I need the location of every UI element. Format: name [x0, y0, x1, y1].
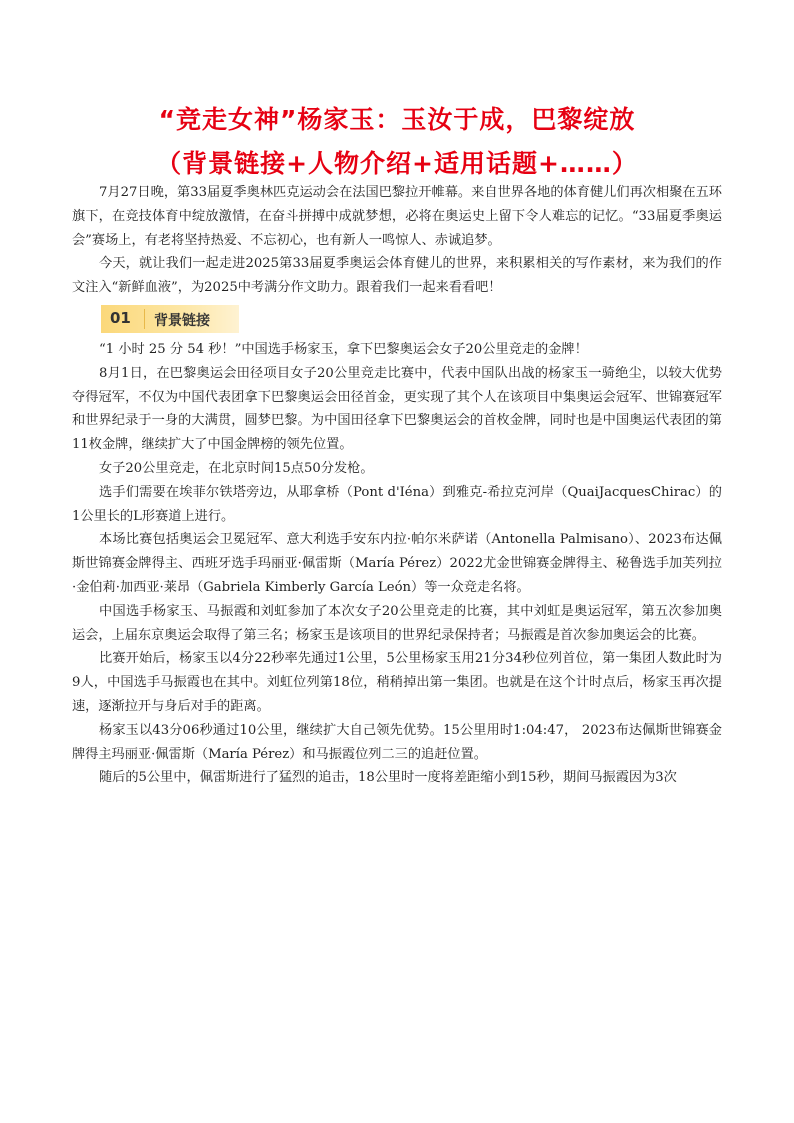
article-body [72, 181, 722, 790]
body-paragraph: 选手们需要在埃菲尔铁塔旁边，从耶拿桥（Pont d'Iéna）到雅克-希拉克河岸（QuaiJacquesChirac）的1公里长的L形赛道上进行。 [72, 484, 722, 524]
article-subtitle: （背景链接+人物介绍+适用话题+……） [156, 149, 638, 178]
body-paragraph: 8月1日，在巴黎奥运会田径项目女子20公里竞走比赛中，代表中国队出战的杨家玉一骑绝尘，以较大优势夺得冠军，不仅为中国代表团拿下巴黎奥运会田径首金，更实现了其个人在该项目中集奥运会冠军、世锦赛冠军和世界纪录于一身的大满贯，圆梦巴黎。为中国田径拿下巴黎奥运会的首枚金牌，同时也是中国奥运代表团的第11枚金牌，继续扩大了中国金牌榜的领先位置。 [72, 365, 722, 453]
intro-paragraph: 7月27日晚，第33届夏季奥林匹克运动会在法国巴黎拉开帷幕。来自世界各地的体育健儿们再次相聚在五环旗下，在竞技体育中绽放激情，在奋斗拼搏中成就梦想，必将在奥运史上留下令人难忘的记忆。“33届夏季奥运会”赛场上，有老将坚持热爱、不忘初心，也有新人一鸣惊人、赤诚追梦。 [72, 185, 722, 248]
body-paragraph: 女子20公里竞走，在北京时间15点50分发枪。 [99, 460, 374, 476]
body-paragraph: 随后的5公里中，佩雷斯进行了猛烈的追击，18公里时一度将差距缩小到15秒，期间马振霞因为3次 [99, 770, 677, 786]
section-header [101, 305, 239, 333]
body-paragraph: 中国选手杨家玉、马振霞和刘虹参加了本次女子20公里竞走的比赛，其中刘虹是奥运冠军，第五次参加奥运会，上届东京奥运会取得了第三名；杨家玉是该项目的世界纪录保持者；马振霞是首次参加奥运会的比赛。 [72, 603, 722, 643]
section-label: 背景链接 [154, 312, 210, 329]
section-divider [144, 309, 145, 329]
section-number: 01 [110, 308, 131, 327]
intro-paragraph: 今天，就让我们一起走进2025第33届夏季奥运会体育健儿的世界，来积累相关的写作素材，来为我们的作文注入“新鲜血液”，为2025中考满分作文助力。跟着我们一起来看看吧！ [72, 256, 722, 296]
body-paragraph: “1 小时 25 分 54 秒！”中国选手杨家玉，拿下巴黎奥运会女子20公里竞走的金牌！ [99, 341, 588, 357]
body-paragraph: 比赛开始后，杨家玉以4分22秒率先通过1公里，5公里杨家玉用21分34秒位列首位，第一集团人数此时为9人，中国选手马振霞也在其中。刘虹位列第18位，稍稍掉出第一集团。也就是在这个计时点后，杨家玉再次提速，逐渐拉开与身后对手的距离。 [72, 651, 722, 714]
article-title: “竞走女神”杨家玉：玉汝于成，巴黎绽放 [158, 105, 636, 134]
body-paragraph: 杨家玉以43分06秒通过10公里，继续扩大自己领先优势。15公里用时1:04:47， 2023布达佩斯世锦赛金牌得主玛丽亚·佩雷斯（María Pérez）和马振霞位列二三的追赶位置。 [72, 722, 722, 762]
body-paragraph: 本场比赛包括奥运会卫冕冠军、意大利选手安东内拉·帕尔米萨诺（Antonella Palmisano）、2023布达佩斯世锦赛金牌得主、西班牙选手玛丽亚·佩雷斯（María Pérez）2022尤金世锦赛金牌得主、秘鲁选手加芙列拉·金伯莉·加西亚·莱昂（Gabriela Kimberly García León）等一众竞走名将。 [72, 532, 722, 595]
